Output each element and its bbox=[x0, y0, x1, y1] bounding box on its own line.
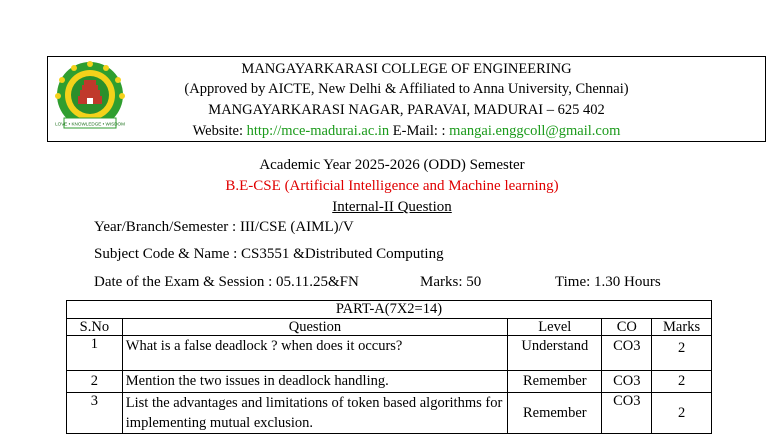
row-question: Mention the two issues in deadlock handling. bbox=[122, 371, 507, 393]
row-question: List the advantages and limitations of token based algorithms for implementing mutual exclusion. bbox=[122, 393, 507, 434]
contact-line bbox=[48, 122, 765, 141]
part-a-title: PART-A(7X2=14) bbox=[67, 301, 712, 319]
website-label: Website: bbox=[192, 123, 243, 139]
approval-line: (Approved by AICTE, New Delhi & Affiliated to Anna University, Chennai) bbox=[184, 81, 629, 97]
row-level: Remember bbox=[508, 393, 602, 434]
college-name: MANGAYARKARASI COLLEGE OF ENGINEERING bbox=[241, 61, 572, 77]
year-branch-semester: Year/Branch/Semester : III/CSE (AIML)/V bbox=[94, 219, 354, 235]
website-link[interactable]: http://mce-madurai.ac.in bbox=[246, 123, 390, 139]
row-marks: 2 bbox=[652, 336, 712, 371]
academic-year: Academic Year 2025-2026 (ODD) Semester bbox=[259, 157, 525, 173]
table-row bbox=[67, 371, 712, 393]
header-level: Level bbox=[508, 319, 602, 336]
row-marks: 2 bbox=[652, 393, 712, 434]
program-name: B.E-CSE (Artificial Intelligence and Machine learning) bbox=[225, 178, 559, 194]
row-marks: 2 bbox=[652, 371, 712, 393]
header-question: Question bbox=[122, 319, 507, 336]
row-sno: 2 bbox=[67, 371, 123, 393]
total-marks: Marks: 50 bbox=[420, 274, 482, 290]
row-co: CO3 bbox=[602, 336, 652, 371]
row-sno: 3 bbox=[67, 393, 123, 434]
college-address: MANGAYARKARASI NAGAR, PARAVAI, MADURAI – 625 402 bbox=[208, 102, 605, 118]
email-label: E-Mail: : bbox=[392, 123, 446, 139]
row-question: What is a false deadlock ? when does it occurs? bbox=[122, 336, 507, 371]
table-row bbox=[67, 336, 712, 371]
college-header bbox=[47, 56, 766, 142]
table-row bbox=[67, 393, 712, 434]
row-level: Remember bbox=[508, 371, 602, 393]
row-co: CO3 bbox=[602, 393, 652, 434]
exam-title bbox=[0, 199, 784, 216]
logo-motto: LOVE • KNOWLEDGE • WISDOM bbox=[55, 121, 125, 127]
row-co: CO3 bbox=[602, 371, 652, 393]
subject-code-name: Subject Code & Name : CS3551 &Distributed Computing bbox=[94, 246, 444, 262]
email-link[interactable]: mangai.enggcoll@gmail.com bbox=[449, 123, 621, 139]
header-co: CO bbox=[602, 319, 652, 336]
row-sno: 1 bbox=[67, 336, 123, 371]
exam-date-session: Date of the Exam & Session : 05.11.25&FN bbox=[94, 274, 359, 290]
exam-title-text: Internal-II Question bbox=[332, 199, 452, 215]
header-sno: S.No bbox=[67, 319, 123, 336]
question-table bbox=[66, 300, 712, 434]
exam-duration: Time: 1.30 Hours bbox=[555, 274, 661, 290]
row-level: Understand bbox=[508, 336, 602, 371]
header-marks: Marks bbox=[652, 319, 712, 336]
